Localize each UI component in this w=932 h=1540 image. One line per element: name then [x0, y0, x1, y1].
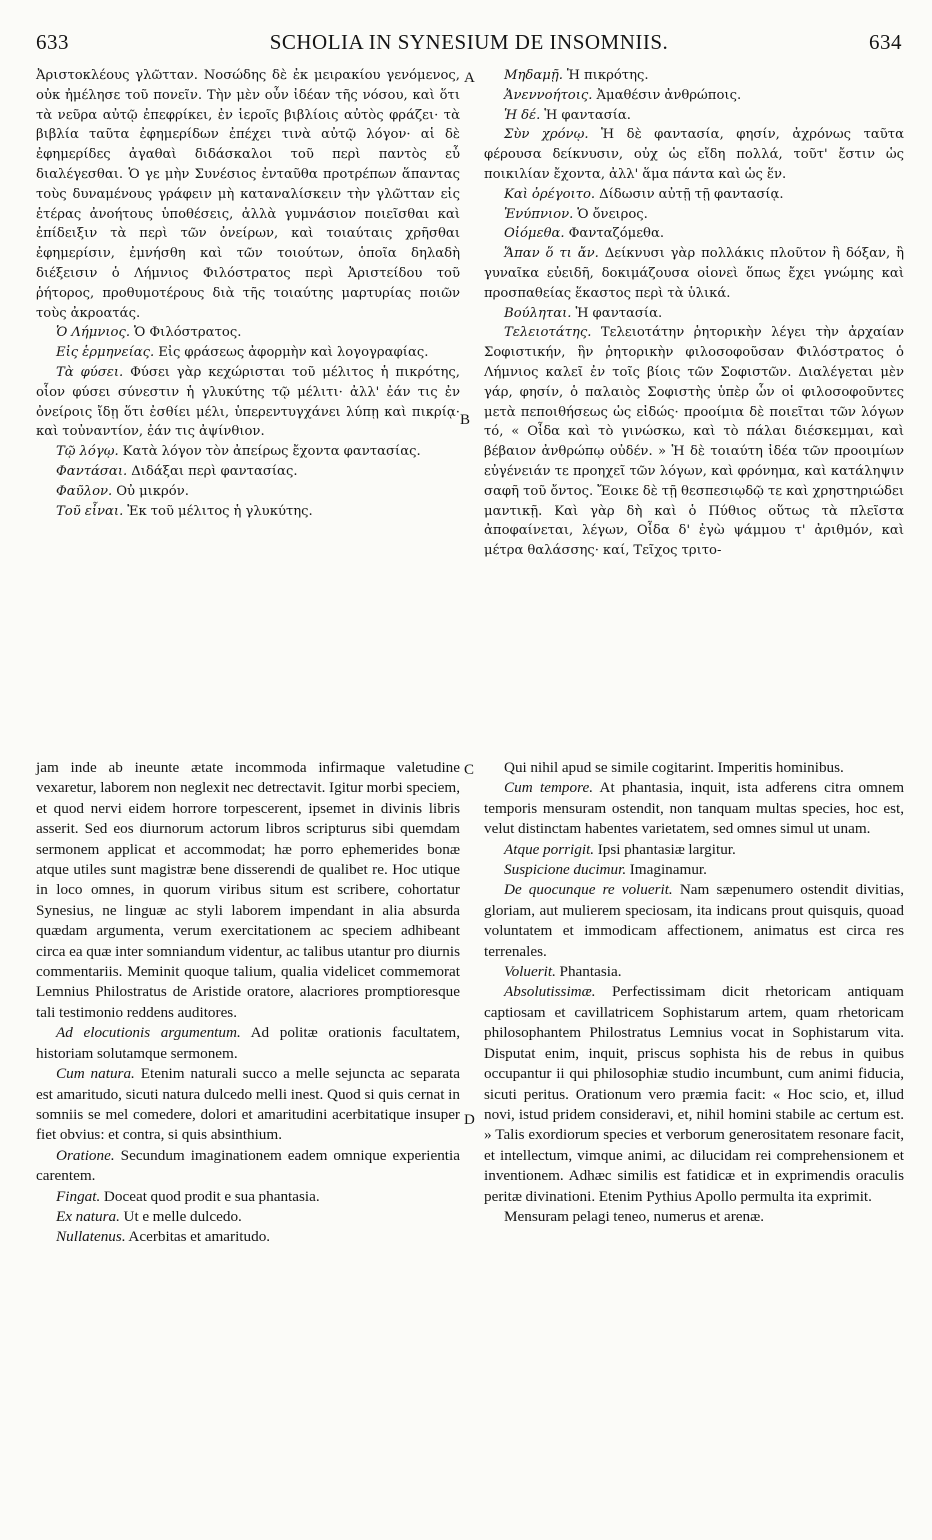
latin-column-right — [484, 758, 904, 1518]
greek-scholion-paragraph — [484, 185, 904, 205]
greek-scholion-lemma: Οἰόμεθα. — [504, 226, 565, 242]
greek-scholion-text: Κατὰ λόγον τὸν ἀπείρως ἔχοντα φαντασίας. — [122, 444, 421, 460]
greek-scholion-lemma: Τοῦ εἶναι. — [56, 503, 124, 519]
greek-scholion-paragraph — [36, 462, 460, 482]
greek-scholion-paragraph — [36, 502, 460, 522]
latin-translation-lemma: Cum tempore. — [504, 779, 594, 797]
latin-translation-lemma: De quocunque re voluerit. — [504, 881, 673, 899]
latin-translation-lemma: Absolutissimæ. — [504, 983, 596, 1001]
greek-scholion-paragraph — [36, 66, 460, 323]
latin-translation-text: jam inde ab ineunte ætate incommoda infirmaque valetudine vexaretur, laborem non neglexit nec detrectavit. Igitur morbi speciem, et quod nervi eidem horrore torpescerent, ipsemet in divinis libris asserit. Sed eos diurnorum actorum libros scripturus sibi quemdam sermonem applicat et accommodat; hæ porro ephemerides bonæ atque utiles sunt magistræ bene disserendi de qualibet re. Hoc utique in loco omnes, in quorum viribus situm est scribere, cohortatur Synesius, ne linguæ ac styli laborem impendant in alia absurda quædam argumenta, verum exercitationem ac speciem adhibeant circa ea quæ inter somniandum videntur, ac talibus utantur pro diurnis commentariis. Meminit quoque talium, qualia videlicet commemorat Lemnius Philostratus de Aristide oratore, alacriores promptioresque tali testimonio reddens auditores. — [36, 759, 460, 1021]
greek-scholion-text: Ἀμαθέσιν ἀνθρώποις. — [596, 87, 742, 103]
greek-scholion-paragraph — [36, 442, 460, 462]
latin-translation-text: Mensuram pelagi teneo, numerus et arenæ. — [504, 1207, 765, 1225]
latin-translation-paragraph — [36, 758, 460, 1023]
greek-scholion-text: Φύσει γὰρ κεχώρισται τοῦ μέλιτος ἡ πικρότης, οἷον φύσει σύνεστιν ἡ γλυκύτης τῷ μέλιτι· ἀλλ' ἐάν τις ἐν ὀνείροις ἴδῃ ὅτι ἐσθίει μέλι, ὑπερεντυγχάνει λύπῃ καὶ πικρίᾳ· καὶ τοὐναντίον, ἐάν τις ἀψίνθιον. — [36, 364, 460, 440]
greek-scholion-text: Ἐκ τοῦ μέλιτος ἡ γλυκύτης. — [127, 503, 313, 519]
latin-translation-paragraph — [484, 880, 904, 962]
greek-scholion-paragraph — [36, 323, 460, 343]
section-marker-a: A — [464, 70, 475, 86]
latin-translation-text: Imaginamur. — [629, 861, 707, 879]
latin-column-left — [36, 758, 460, 1518]
latin-translation-text: Acerbitas et amaritudo. — [128, 1228, 271, 1246]
latin-translation-text: Doceat quod prodit e sua phantasia. — [103, 1187, 320, 1205]
latin-translation-paragraph — [36, 1023, 460, 1064]
greek-scholion-text: Ἡ φαντασία. — [575, 305, 663, 321]
latin-translation-text: Ut e melle dulcedo. — [123, 1207, 242, 1225]
latin-translation-paragraph — [36, 1227, 460, 1247]
latin-translation-lemma: Atque porrigit. — [504, 840, 595, 858]
greek-scholion-paragraph — [484, 125, 904, 184]
latin-translation-paragraph — [36, 1207, 460, 1227]
greek-scholion-paragraph — [484, 244, 904, 303]
latin-translation-text: Etenim naturali succo a melle sejuncta ac separata est amaritudo, sicuti natura dulcedo melli inest. Quod si quis cernat in somniis se mel comedere, dolori et amaritudini acerbitatique insuper fiet obvius: et contra, si quis absinthium. — [36, 1065, 460, 1144]
latin-translation-text: Ad politæ orationis facultatem, historiam solutamque sermonem. — [36, 1024, 460, 1062]
greek-scholion-paragraph — [484, 106, 904, 126]
greek-scholion-paragraph — [484, 86, 904, 106]
latin-translation-paragraph — [484, 982, 904, 1206]
greek-scholion-lemma: Φαῦλον. — [56, 483, 113, 499]
latin-translation-paragraph — [36, 1064, 460, 1146]
page-number-left: 633 — [36, 30, 69, 54]
latin-translation-paragraph — [36, 1187, 460, 1207]
latin-translation-paragraph — [484, 758, 904, 778]
greek-column-left — [36, 66, 460, 736]
latin-translation-text: Phantasia. — [559, 963, 622, 981]
running-header — [36, 30, 902, 58]
greek-scholion-text: Ἡ πικρότης. — [566, 68, 649, 83]
latin-translation-text: Nam sæpenumero ostendit divitias, gloriam, aut mulierem speciosam, ita indicans prout quisquis, quoad voluntatem et immodicam affectionem, animatus est circa res terrenales. — [484, 881, 904, 960]
greek-scholion-lemma: Ἡ δέ. — [504, 107, 541, 123]
greek-scholion-text: Δείκνυσι γὰρ πολλάκις πλοῦτον ἢ δόξαν, ἢ γυναῖκα εὐειδῆ, δοκιμάζουσα οἱονεὶ ὅπως ἔχει γνώμης καὶ προσπαθείας ἕκαστος περὶ τὰ ὑλικά. — [484, 246, 904, 301]
greek-scholion-text: Φανταζόμεθα. — [568, 226, 665, 242]
latin-translation-lemma: Fingat. — [56, 1187, 101, 1205]
section-marker-d: D — [464, 1112, 475, 1128]
greek-scholion-text: Ὁ Φιλόστρατος. — [134, 325, 242, 341]
page-number-right: 634 — [869, 30, 902, 54]
greek-scholion-lemma: Σὺν χρόνῳ. — [504, 127, 589, 143]
greek-scholion-lemma: Ἅπαν ὅ τι ἄν. — [504, 246, 599, 262]
latin-translation-text: Qui nihil apud se simile cogitarint. Imperitis hominibus. — [504, 759, 844, 776]
greek-scholion-paragraph — [484, 304, 904, 324]
greek-scholion-text: Ἡ φαντασία. — [544, 107, 632, 123]
running-title: SCHOLIA IN SYNESIUM DE INSOMNIIS. — [269, 30, 669, 54]
latin-translation-lemma: Voluerit. — [504, 963, 556, 981]
greek-scholion-text: Εἰς φράσεως ἀφορμὴν καὶ λογογραφίας. — [158, 345, 429, 361]
greek-scholion-text: Διδάξαι περὶ φαντασίας. — [131, 463, 298, 479]
latin-translation-paragraph — [36, 1146, 460, 1187]
greek-scholion-lemma: Μηδαμῇ. — [504, 68, 563, 83]
greek-scholion-paragraph — [36, 343, 460, 363]
greek-scholion-text: Δίδωσιν αὐτῇ τῇ φαντασίᾳ. — [599, 186, 784, 202]
latin-translation-paragraph — [484, 1207, 904, 1227]
greek-scholion-text: Τελειοτάτην ῥητορικὴν λέγει τὴν ἀρχαίαν Σοφιστικήν, ἣν ῥητορικὴν φιλοσοφοῦσαν Φιλόστρατος ὁ Λήμνιος καλεῖ ἐν τοῖς βίοις τῶν Σοφιστῶν. Διαλέγεται μὲν γάρ, φησίν, ὁ παλαιὸς Σοφιστὴς ὑπὲρ ὧν οἱ φιλοσοφοῦντες μετὰ πεποιθήσεως ὡς εἰδώς· προοίμια δὲ ποιεῖται τῶν λόγων τό, « Οἶδα καὶ τὸ γινώσκω, καὶ τὸ πάλαι διέσκεμμαι, καὶ βέβαιον ἀνθρώπῳ οὐδέν. » Ἡ δὲ τοιαύτη ἰδέα τῶν προοιμίων εὐγένειάν τε προηχεῖ τῶν λόγων, καὶ φρόνημα, καὶ κατάληψιν σαφῆ τοῦ ὄντος. Ἔοικε δὲ τῇ θεσπεσιῳδῷ τε καὶ χρηστηριώδει μαντικῇ. Καὶ γὰρ δὴ καὶ ὁ Πύθιος οὕτως τὰ πλεῖστα ἀποφαίνεται, λέγων, Οἶδα δ' ἐγὼ ψάμμου τ' ἀριθμόν, καὶ μέτρα θαλάσσης· καί, Τεῖχος τριτο- — [484, 325, 904, 559]
greek-scholion-paragraph — [484, 66, 904, 86]
latin-translation-paragraph — [484, 962, 904, 982]
latin-translation-text: Secundum imaginationem eadem omnique experientia carentem. — [36, 1146, 460, 1185]
greek-scholion-lemma: Καὶ ὀρέγοιτο. — [504, 186, 596, 202]
latin-translation-lemma: Ex natura. — [56, 1207, 120, 1225]
latin-translation-lemma: Suspicione ducimur. — [504, 861, 627, 879]
latin-translation-text: At phantasia, inquit, ista adferens citra omnem temporis mensuram ostendit, non tanquam multas species, hoc est, velut distinctam habentes varietatem, sed omnes simul ut unam. — [484, 779, 905, 838]
latin-translation-lemma: Ad elocutionis argumentum. — [56, 1024, 241, 1042]
latin-translation-text: Ipsi phantasiæ largitur. — [597, 840, 736, 858]
section-marker-c: C — [464, 762, 475, 778]
latin-translation-paragraph — [484, 840, 904, 860]
greek-scholion-lemma: Ἀνεννοήτοις. — [504, 87, 593, 103]
greek-column-right — [484, 66, 904, 736]
greek-scholion-lemma: Τῷ λόγῳ. — [56, 444, 119, 460]
greek-scholion-paragraph — [484, 224, 904, 244]
greek-scholion-lemma: Ἐνύπνιον. — [504, 206, 574, 222]
greek-scholion-lemma: Τὰ φύσει. — [56, 364, 124, 380]
greek-scholion-text: Ἡ δὲ φαντασία, φησίν, ἀχρόνως ταῦτα φέρουσα δείκνυσιν, οὐχ ὡς εἴδη πολλά, τοῦτ' ἔστιν ὡς ποικιλίαν ἔχοντα, ἀλλ' ἅμα πάντα καὶ ὡς ἕν. — [484, 127, 904, 182]
greek-scholion-lemma: Ὁ Λήμνιος. — [56, 325, 131, 341]
greek-scholion-text: Ὁ ὄνειρος. — [577, 206, 648, 222]
section-marker-b: B — [460, 412, 471, 428]
greek-scholion-lemma: Βούληται. — [504, 305, 572, 321]
greek-scholion-paragraph — [36, 482, 460, 502]
greek-scholion-text: Οὐ μικρόν. — [116, 483, 189, 499]
greek-scholion-paragraph — [484, 323, 904, 561]
latin-translation-paragraph — [484, 778, 904, 839]
greek-scholion-paragraph — [36, 363, 460, 442]
greek-scholion-text: Ἀριστοκλέους γλῶτταν. Νοσώδης δὲ ἐκ μειρακίου γενόμενος, οὐκ ἠμέλησε τοῦ πονεῖν. Τὴν μὲν οὖν ἰδέαν τῆς νόσου, καὶ ὅτι τὰ νεῦρα αὐτῷ ἐπεφρίκει, ἐν ἱεροῖς βιβλίοις αὐτὸς φράζει· τὰ βιβλία ταῦτα ἐφημερίδων ἐπέχει τινὰ αὐτῷ λόγον· αἱ δὲ ἐφημερίδες ἀγαθαὶ διδάσκαλοι τοῦ περὶ παντὸς εὖ διαλέγεσθαι. Ὁ γε μὴν Συνέσιος ἐνταῦθα προτρέπων ἅπαντας τοὺς δυναμένους γράφειν μὴ καταναλίσκειν τὴν γλῶτταν εἰς ἑτέρας ἀνοήτους ὑποθέσεις, ἀλλὰ γυμνάσιον ποιεῖσθαι καὶ ἐπίδειξιν τὰ περὶ τῶν ὀνείρων, καὶ τοιαύταις χρῆσθαι ἐφημερίσιν, ἐμνήσθη καὶ τῶν τοιούτων, ὁποῖα δηλαδὴ διέξεισιν ὁ Λήμνιος Φιλόστρατος περὶ Ἀριστείδου τοῦ ῥήτορος, προθυμοτέρους διὰ τῆς τοιαύτης μαρτυρίας ποιῶν τοὺς ἀκροατάς. — [36, 68, 460, 321]
greek-scholion-lemma: Φαντάσαι. — [56, 463, 128, 479]
greek-scholion-lemma: Εἰς ἑρμηνείας. — [56, 345, 155, 361]
greek-scholion-lemma: Τελειοτάτης. — [504, 325, 592, 341]
latin-translation-paragraph — [484, 860, 904, 880]
latin-translation-lemma: Nullatenus. — [56, 1228, 126, 1246]
latin-translation-lemma: Oratione. — [56, 1146, 115, 1164]
latin-translation-text: Perfectissimam dicit rhetoricam antiquam captiosam et cavillatricem Sophistarum artem, quam rhetoricam philosophantem Philostratus Lemnius vocat in Sophistarum vita. Disputat enim, inquit, priscus sophista his de rebus in quibus occupantur ii qui philosophiæ studio incumbunt, cum animi fiducia, sicuti peritus. Orationum vero præmia facit: « Hoc scio, et, illud novi, istud pridem consideravi, et, nihil homini stabile ac certum est. » Talis exordiorum species et verborum generositatem resonare facit, et intellectum, vimque animi, ac dilucidam rei comprehensionem et inventionem. Adhæc similis est fatidicæ et in exprimendis oraculis peritæ divinationi. Etenim Pythius Apollo permulta ita exprimit. — [484, 983, 904, 1205]
latin-translation-lemma: Cum natura. — [56, 1065, 135, 1083]
greek-scholion-paragraph — [484, 205, 904, 225]
